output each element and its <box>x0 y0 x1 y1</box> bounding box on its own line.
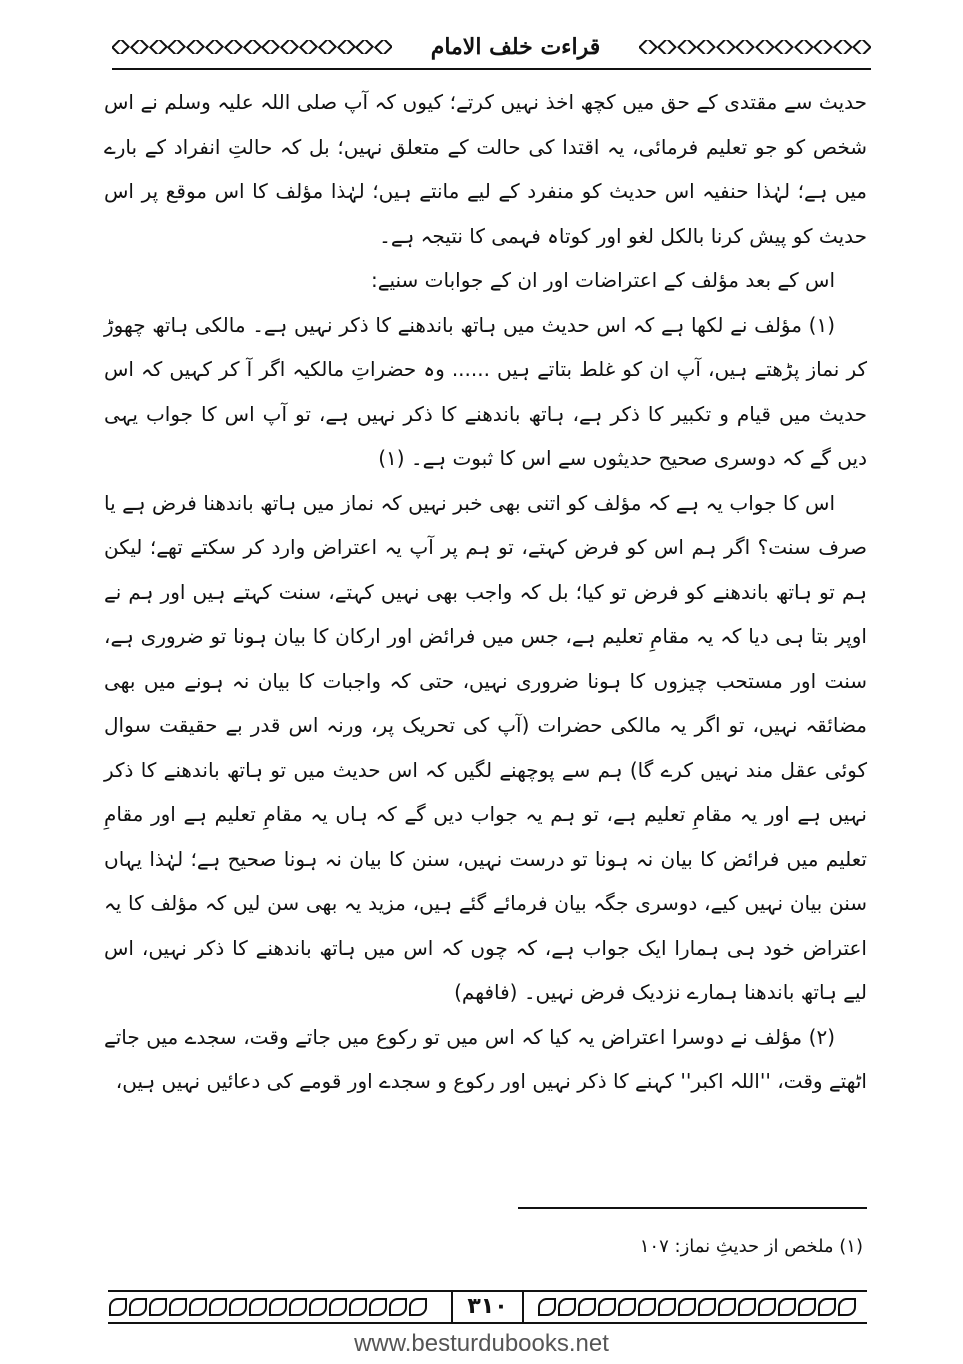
footer-ornament-left <box>108 1295 438 1319</box>
footer-ornament-right <box>537 1295 867 1319</box>
paragraph-5: (۲) مؤلف نے دوسرا اعتراض یہ کیا کہ اس میں تو رکوع میں جاتے وقت، سجدے میں جاتے اٹھتے وقت، ''اللہ اکبر'' کہنے کا ذکر نہیں اور رکوع و سجدے اور قومے کی دعائیں نہیں ہیں، <box>104 1024 867 1093</box>
header-ornament-left <box>112 40 392 54</box>
watermark-url: www.besturdubooks.net <box>354 1330 609 1357</box>
paragraph-1: حدیث سے مقتدی کے حق میں کچھ اخذ نہیں کرتے؛ کیوں کہ آپ صلی اللہ علیہ وسلم نے اس شخص کو جو تعلیم فرمائی، یہ اقتدا کی حالت کے متعلق نہیں؛ بل کہ حالتِ انفراد کے بارے میں ہے؛ لہٰذا حنفیہ اس حدیث کو منفرد کے لیے مانتے ہیں؛ لہٰذا مؤلف کا اس موقع پر اس حدیث کو پیش کرنا بالکل لغو اور کوتاہ فہمی کا نتیجہ ہے۔ <box>104 90 867 248</box>
header-rule <box>112 68 871 70</box>
footnote-rule <box>518 1207 867 1209</box>
paragraph-3: (۱) مؤلف نے لکھا ہے کہ اس حدیث میں ہاتھ باندھنے کا ذکر نہیں ہے۔ مالکی ہاتھ چھوڑ کر نماز پڑھتے ہیں، آپ ان کو غلط بتاتے ہیں ...... وہ حضراتِ مالکیہ اگر آ کر کہیں کہ اس حدیث میں قیام و تکبیر کا ذکر ہے، ہاتھ باندھنے کا ذکر نہیں ہے، تو آپ اس کا جواب یہی دیں گے کہ دوسری صحیح حدیثوں سے اس کا ثبوت ہے۔ (۱) <box>104 312 867 470</box>
page-number: ۳۱۰ <box>451 1292 523 1322</box>
paragraph-2: اس کے بعد مؤلف کے اعتراضات اور ان کے جوابات سنیے: <box>371 268 835 292</box>
paragraph-4: اس کا جواب یہ ہے کہ مؤلف کو اتنی بھی خبر نہیں کہ نماز میں ہاتھ باندھنا فرض ہے یا صرف سنت؟ اگر ہم اس کو فرض کہتے، تو ہم پر آپ یہ اعتراض وارد کر سکتے تھے؛ لیکن ہم تو ہاتھ باندھنے کو فرض تو کیا؛ بل کہ واجب بھی نہیں کہتے، سنت کہتے ہیں اور ہم نے اوپر بتا ہی دیا کہ یہ مقامِ تعلیم ہے، جس میں فرائض اور ارکان کا بیان ہونا تو ضروری ہے، سنت اور مستحب چیزوں کا ہونا ضروری نہیں، حتی کہ واجبات کا بیان نہ ہونے میں بھی مضائقہ نہیں، تو اگر یہ مالکی حضرات (آپ کی تحریک پر، ورنہ اس قدر بے حقیقت سوال کوئی عقل مند نہیں کرے گا) ہم سے پوچھنے لگیں کہ اس حدیث میں تو ہاتھ باندھنے کا ذکر نہیں ہے اور یہ مقامِ تعلیم ہے، تو ہم یہ جواب دیں گے کہ ہاں یہ مقامِ تعلیم ہے اور مقامِ تعلیم میں فرائض کا بیان نہ ہونا تو درست نہیں، سنن کا بیان نہ ہونا صحیح ہے؛ لہٰذا یہاں سنن بیان نہیں کیے، دوسری جگہ بیان فرمائے گئے ہیں، مزید یہ بھی سن لیں کہ مؤلف کا یہ اعتراض خود ہی ہمارا ایک جواب ہے، کہ چوں کہ اس میں ہاتھ باندھنے کا ذکر نہیں، اس لیے ہاتھ باندھنا ہمارے نزدیک فرض نہیں۔ (فافهم) <box>104 490 867 1004</box>
footer-band <box>108 1290 867 1324</box>
header-title: قراءت خلف الامام <box>430 34 601 60</box>
running-header <box>112 30 871 64</box>
footnote: (۱) ملخص از حدیثِ نماز: ۱۰۷ <box>639 1236 863 1257</box>
body-text <box>104 80 867 1190</box>
header-ornament-right <box>639 40 871 54</box>
